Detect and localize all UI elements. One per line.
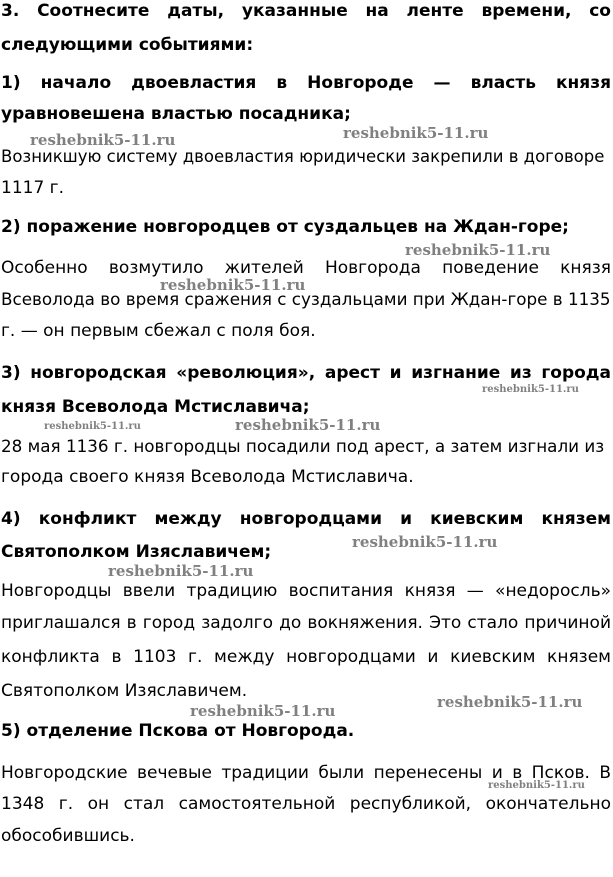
item-2-answer-line-1: Особенно возмутило жителей Новгорода поведение князя: [1, 258, 611, 278]
item-1-answer-line-1: Возникшую систему двоевластия юридически закрепили в договоре: [1, 147, 605, 166]
watermark: reshebnik5-11.ru: [190, 702, 336, 720]
watermark: reshebnik5-11.ru: [352, 533, 498, 551]
item-1-heading-line-2: уравновешена властью посадника;: [1, 104, 351, 124]
watermark: reshebnik5-11.ru: [482, 384, 579, 395]
watermark: reshebnik5-11.ru: [235, 416, 381, 434]
item-2-answer-line-2: Всеволода во время сражения с суздальцами при Ждан-горе в 1135: [1, 289, 611, 309]
item-5-answer-line-2: 1348 г. он стал самостоятельной республикой, окончательно: [1, 794, 611, 814]
watermark: reshebnik5-11.ru: [160, 276, 306, 294]
watermark: reshebnik5-11.ru: [30, 131, 176, 149]
task-title-line-2: следующими событиями:: [1, 35, 254, 55]
watermark: reshebnik5-11.ru: [488, 780, 585, 791]
item-5-answer-line-1: Новгородские вечевые традиции были перенесены и в Псков. В: [1, 763, 611, 783]
item-5-answer-line-3: обособившись.: [1, 826, 135, 846]
item-3-answer-line-2: города своего князя Всеволода Мстиславича.: [1, 467, 414, 487]
watermark: reshebnik5-11.ru: [108, 562, 254, 580]
item-3-heading-line-1: 3) новгородская «революция», арест и изгнание из города: [1, 363, 611, 383]
item-3-heading-line-2: князя Всеволода Мстиславича;: [1, 397, 310, 417]
task-title-line-1: 3. Соотнесите даты, указанные на ленте времени, со: [1, 1, 611, 21]
watermark: reshebnik5-11.ru: [343, 124, 489, 142]
item-4-answer-line-3: конфликта в 1103 г. между новгородцами и киевским князем: [1, 647, 611, 667]
item-4-answer-line-1: Новгородцы ввели традицию воспитания князя — «недоросль»: [1, 581, 611, 601]
item-4-heading-line-2: Святополком Изяславичем;: [1, 542, 272, 562]
watermark: reshebnik5-11.ru: [437, 693, 583, 711]
watermark: reshebnik5-11.ru: [405, 241, 551, 259]
item-3-answer-line-1: 28 мая 1136 г. новгородцы посадили под арест, а затем изгнали из: [1, 436, 605, 456]
item-2-answer-line-3: г. — он первым сбежал с поля боя.: [1, 321, 316, 341]
item-5-heading-line-1: 5) отделение Пскова от Новгорода.: [1, 721, 355, 741]
item-4-answer-line-2: приглашался в город задолго до вокняжения. Это стало причиной: [1, 613, 611, 633]
watermark: reshebnik5-11.ru: [44, 421, 141, 432]
item-1-heading-line-1: 1) начало двоевластия в Новгороде — власть князя: [1, 73, 611, 93]
item-1-answer-line-2: 1117 г.: [1, 178, 65, 198]
item-4-heading-line-1: 4) конфликт между новгородцами и киевским князем: [1, 509, 611, 529]
item-4-answer-line-4: Святополком Изяславичем.: [1, 681, 248, 701]
item-2-heading-line-1: 2) поражение новгородцев от суздальцев на Ждан-горе;: [1, 217, 569, 237]
